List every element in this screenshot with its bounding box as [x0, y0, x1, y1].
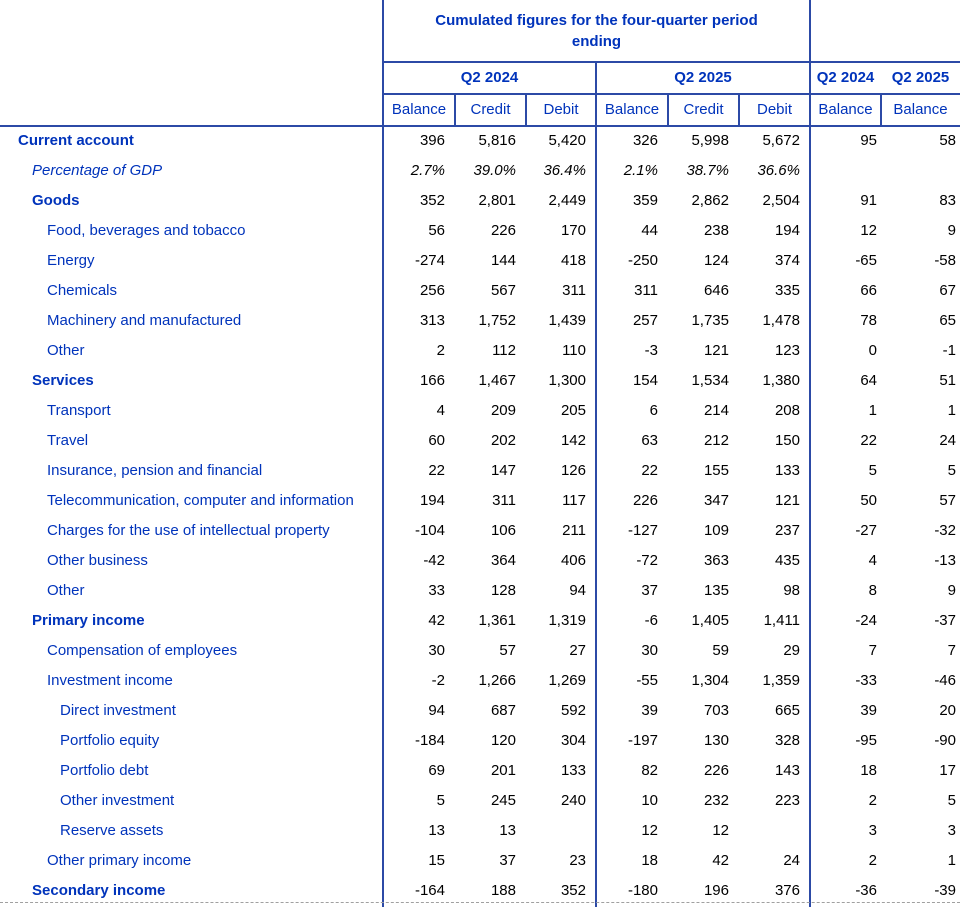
- cell: 646: [703, 282, 729, 299]
- column-group-q2-2025-quarter: Q2 2025: [891, 69, 950, 86]
- cell: 2,449: [548, 192, 586, 209]
- cell: 95: [860, 132, 877, 149]
- cell: -39: [934, 882, 956, 899]
- column-header-debit: Debit: [756, 101, 793, 118]
- cell: 5: [868, 462, 877, 479]
- row-label: Secondary income: [32, 882, 166, 899]
- cell: 376: [774, 882, 800, 899]
- cell: -42: [423, 552, 445, 569]
- cell: 1,439: [548, 312, 586, 329]
- cell: 27: [569, 642, 586, 659]
- cell: 8: [868, 582, 877, 599]
- cell: 592: [560, 702, 586, 719]
- table-row: [0, 816, 960, 846]
- row-label: Current account: [18, 132, 134, 149]
- cell: 1,269: [548, 672, 586, 689]
- subheader-divider: [880, 95, 882, 125]
- cell: -55: [636, 672, 658, 689]
- row-label: Energy: [47, 252, 95, 269]
- cell: 57: [499, 642, 516, 659]
- cell: 1,380: [762, 372, 800, 389]
- cell: 51: [939, 372, 956, 389]
- row-label: Insurance, pension and financial: [47, 462, 263, 479]
- cell: 135: [703, 582, 729, 599]
- cell: 12: [712, 822, 729, 839]
- horizontal-divider: [383, 61, 960, 63]
- cell: 1,300: [548, 372, 586, 389]
- cell: 13: [428, 822, 445, 839]
- row-label: Services: [32, 372, 94, 389]
- cell: 4: [436, 402, 445, 419]
- cell: 66: [860, 282, 877, 299]
- cell: 154: [632, 372, 658, 389]
- cell: 30: [428, 642, 445, 659]
- cell: 1,361: [478, 612, 516, 629]
- table-row: [0, 246, 960, 276]
- cell: 359: [632, 192, 658, 209]
- cell: 304: [560, 732, 586, 749]
- cell: 1,319: [548, 612, 586, 629]
- cell: -104: [414, 522, 445, 539]
- cell: -184: [414, 732, 445, 749]
- cell: 143: [774, 762, 800, 779]
- cell: 418: [560, 252, 586, 269]
- cell: 311: [634, 282, 658, 299]
- cell: 18: [860, 762, 877, 779]
- row-label: Travel: [47, 432, 89, 449]
- table-row: [0, 546, 960, 576]
- cell: -72: [636, 552, 658, 569]
- cell: 36.6%: [757, 162, 800, 179]
- column-header-balance: Balance: [893, 101, 948, 118]
- cell: 124: [703, 252, 729, 269]
- cell: -65: [855, 252, 877, 269]
- cell: 3: [868, 822, 877, 839]
- cell: 166: [419, 372, 445, 389]
- table-row: [0, 216, 960, 246]
- cell: -33: [855, 672, 877, 689]
- cell: 212: [703, 432, 729, 449]
- cell: 205: [560, 402, 586, 419]
- cell: 232: [703, 792, 729, 809]
- row-label: Reserve assets: [60, 822, 164, 839]
- cell: [526, 816, 596, 846]
- cell: 12: [641, 822, 658, 839]
- table-row: [0, 846, 960, 876]
- table-row: [0, 786, 960, 816]
- table-row: [0, 366, 960, 396]
- table-row: [0, 576, 960, 606]
- cell: 10: [641, 792, 658, 809]
- cell: -37: [934, 612, 956, 629]
- cell: 352: [419, 192, 445, 209]
- cell: 144: [490, 252, 516, 269]
- cell: 364: [490, 552, 516, 569]
- column-header-balance: Balance: [604, 101, 660, 118]
- column-header-debit: Debit: [543, 101, 579, 118]
- cell: 29: [783, 642, 800, 659]
- cell: -2: [431, 672, 445, 689]
- table-row: [0, 696, 960, 726]
- cell: -24: [855, 612, 877, 629]
- table-row: [0, 186, 960, 216]
- cell: 121: [703, 342, 729, 359]
- cell: 5: [947, 462, 956, 479]
- cell: 1,735: [691, 312, 729, 329]
- cell: 347: [703, 492, 729, 509]
- cell: 133: [774, 462, 800, 479]
- horizontal-divider: [383, 93, 960, 95]
- row-label: Goods: [32, 192, 80, 209]
- cell: -95: [855, 732, 877, 749]
- table-row: [0, 666, 960, 696]
- cell: 665: [774, 702, 800, 719]
- table-row: [0, 606, 960, 636]
- page-break-line: [0, 902, 960, 903]
- cell: 128: [490, 582, 516, 599]
- cell: 60: [428, 432, 445, 449]
- cell: 196: [703, 882, 729, 899]
- cell: 67: [939, 282, 956, 299]
- cell: 202: [490, 432, 516, 449]
- cell: 36.4%: [543, 162, 586, 179]
- cell: 257: [632, 312, 658, 329]
- cell: 374: [774, 252, 800, 269]
- cell: 2,801: [478, 192, 516, 209]
- cell: 22: [860, 432, 877, 449]
- cell: 39.0%: [473, 162, 516, 179]
- cell: 7: [868, 642, 877, 659]
- table-row: [0, 276, 960, 306]
- cell: 1,752: [478, 312, 516, 329]
- table-row: [0, 456, 960, 486]
- cell: 326: [632, 132, 658, 149]
- cell: 2: [868, 852, 877, 869]
- table-row: [0, 336, 960, 366]
- cell: 170: [560, 222, 586, 239]
- row-label: Percentage of GDP: [32, 162, 163, 179]
- cell: 42: [428, 612, 445, 629]
- cell: 50: [860, 492, 877, 509]
- cell: 1,467: [478, 372, 516, 389]
- subheader-divider: [525, 95, 527, 125]
- column-group-q2-2024-cumulated: Q2 2024: [460, 69, 519, 86]
- cell: 155: [703, 462, 729, 479]
- cell: 1,359: [762, 672, 800, 689]
- row-label: Food, beverages and tobacco: [47, 222, 246, 239]
- cell: 1,266: [478, 672, 516, 689]
- cell: 120: [490, 732, 516, 749]
- cell: 33: [428, 582, 445, 599]
- cell: 214: [703, 402, 729, 419]
- cell: 64: [860, 372, 877, 389]
- cell: 18: [641, 852, 658, 869]
- row-label: Chemicals: [47, 282, 118, 299]
- cell: 435: [774, 552, 800, 569]
- cell: 363: [703, 552, 729, 569]
- cell: 17: [939, 762, 956, 779]
- cell: 1: [868, 402, 877, 419]
- cell: 59: [712, 642, 729, 659]
- table-row: [0, 726, 960, 756]
- cell: -127: [627, 522, 658, 539]
- cell: 5: [947, 792, 956, 809]
- cell: 6: [649, 402, 658, 419]
- row-label: Machinery and manufactured: [47, 312, 242, 329]
- cell: -1: [942, 342, 956, 359]
- cell: 5,998: [691, 132, 729, 149]
- cell: 188: [490, 882, 516, 899]
- cell: 142: [560, 432, 586, 449]
- cell: 226: [490, 222, 516, 239]
- table-row: [0, 426, 960, 456]
- cell: 63: [641, 432, 658, 449]
- cell: 30: [641, 642, 658, 659]
- cell: 2: [868, 792, 877, 809]
- cell: 37: [641, 582, 658, 599]
- cell: 396: [419, 132, 445, 149]
- cell: [810, 156, 881, 186]
- row-label: Investment income: [47, 672, 173, 689]
- cell: -36: [855, 882, 877, 899]
- cell: 117: [562, 492, 586, 509]
- cell: 150: [774, 432, 800, 449]
- cell: 1,478: [762, 312, 800, 329]
- table-row: [0, 486, 960, 516]
- cell: 106: [490, 522, 516, 539]
- cell: -46: [934, 672, 956, 689]
- cell: 42: [712, 852, 729, 869]
- cell: 2,504: [762, 192, 800, 209]
- cell: 126: [560, 462, 586, 479]
- cell: 5,672: [762, 132, 800, 149]
- cell: 1,405: [691, 612, 729, 629]
- cell: 94: [569, 582, 586, 599]
- table-row: [0, 156, 960, 186]
- cell: 226: [703, 762, 729, 779]
- cell: 123: [774, 342, 800, 359]
- cell: 256: [419, 282, 445, 299]
- cell: 406: [560, 552, 586, 569]
- cell: 91: [860, 192, 877, 209]
- cell: 22: [428, 462, 445, 479]
- cell: 1,304: [691, 672, 729, 689]
- cell: 39: [860, 702, 877, 719]
- row-label: Direct investment: [60, 702, 176, 719]
- cell: 110: [562, 342, 586, 359]
- cell: -13: [934, 552, 956, 569]
- cell: 328: [774, 732, 800, 749]
- column-header-credit: Credit: [683, 101, 724, 118]
- cell: 2.7%: [410, 162, 445, 179]
- cell: 112: [492, 342, 516, 359]
- cell: 24: [939, 432, 956, 449]
- row-label: Other investment: [60, 792, 175, 809]
- table-row: [0, 756, 960, 786]
- cell: 687: [490, 702, 516, 719]
- table-row: [0, 126, 960, 156]
- subheader-divider: [667, 95, 669, 125]
- cell: 130: [703, 732, 729, 749]
- cell: 226: [632, 492, 658, 509]
- cell: 20: [939, 702, 956, 719]
- table-body: [0, 126, 960, 906]
- cell: -274: [414, 252, 445, 269]
- cell: 83: [939, 192, 956, 209]
- vertical-divider: [382, 0, 384, 907]
- cell: 147: [490, 462, 516, 479]
- table-row: [0, 306, 960, 336]
- cell: 237: [774, 522, 800, 539]
- cell: 22: [641, 462, 658, 479]
- row-label: Other business: [47, 552, 148, 569]
- table-row: [0, 396, 960, 426]
- cell: 311: [562, 282, 586, 299]
- cell: [739, 816, 810, 846]
- cell: 133: [560, 762, 586, 779]
- cell: 65: [939, 312, 956, 329]
- cell: 2,862: [691, 192, 729, 209]
- cell: 208: [774, 402, 800, 419]
- cell: 12: [860, 222, 877, 239]
- cell: 78: [860, 312, 877, 329]
- cell: 15: [428, 852, 445, 869]
- cell: 24: [783, 852, 800, 869]
- cell: 1: [947, 852, 956, 869]
- table-row: [0, 636, 960, 666]
- row-label: Portfolio debt: [60, 762, 149, 779]
- cell: 245: [490, 792, 516, 809]
- column-header-balance: Balance: [818, 101, 873, 118]
- vertical-divider: [595, 61, 597, 907]
- cell: 311: [492, 492, 516, 509]
- column-group-q2-2025-cumulated: Q2 2025: [674, 69, 732, 86]
- cell: 223: [774, 792, 800, 809]
- cell: -250: [627, 252, 658, 269]
- subheader-divider: [454, 95, 456, 125]
- cell: 5,420: [548, 132, 586, 149]
- cell: -6: [644, 612, 658, 629]
- cell: 7: [947, 642, 956, 659]
- cell: [881, 156, 960, 186]
- row-label: Transport: [47, 402, 111, 419]
- cell: 1,534: [691, 372, 729, 389]
- cell: -90: [934, 732, 956, 749]
- subheader-divider: [738, 95, 740, 125]
- cell: 567: [490, 282, 516, 299]
- cell: 57: [939, 492, 956, 509]
- horizontal-divider: [0, 125, 960, 127]
- row-label: Compensation of employees: [47, 642, 238, 659]
- cell: 13: [499, 822, 516, 839]
- cell: 209: [490, 402, 516, 419]
- table-row: [0, 516, 960, 546]
- cell: 703: [703, 702, 729, 719]
- row-label: Other: [47, 582, 85, 599]
- cell: 313: [419, 312, 445, 329]
- cell: 109: [703, 522, 729, 539]
- row-label: Portfolio equity: [60, 732, 160, 749]
- cell: 5: [436, 792, 445, 809]
- cell: -3: [644, 342, 658, 359]
- cell: 238: [703, 222, 729, 239]
- cell: 3: [947, 822, 956, 839]
- cell: 9: [947, 582, 956, 599]
- cell: -27: [855, 522, 877, 539]
- cell: 23: [569, 852, 586, 869]
- table-title-line2: ending: [571, 32, 622, 50]
- table-title: [385, 0, 808, 61]
- cell: 44: [641, 222, 658, 239]
- column-group-q2-2024-quarter: Q2 2024: [816, 69, 875, 86]
- cell: 201: [490, 762, 516, 779]
- cell: 194: [419, 492, 445, 509]
- cell: 38.7%: [686, 162, 729, 179]
- row-label: Charges for the use of intellectual property: [47, 522, 330, 539]
- cell: 98: [783, 582, 800, 599]
- row-label: Telecommunication, computer and information: [47, 492, 354, 509]
- row-label: Primary income: [32, 612, 145, 629]
- cell: 94: [428, 702, 445, 719]
- cell: 0: [868, 342, 877, 359]
- cell: 58: [939, 132, 956, 149]
- cell: 37: [499, 852, 516, 869]
- cell: 335: [774, 282, 800, 299]
- cell: -197: [627, 732, 658, 749]
- cell: 82: [641, 762, 658, 779]
- cell: 1,411: [763, 612, 800, 629]
- cell: 211: [562, 522, 586, 539]
- cell: 4: [868, 552, 877, 569]
- cell: -180: [627, 882, 658, 899]
- cell: 1: [947, 402, 956, 419]
- cell: 194: [774, 222, 800, 239]
- cell: 69: [428, 762, 445, 779]
- cell: 121: [774, 492, 800, 509]
- column-header-balance: Balance: [391, 101, 447, 118]
- cell: -32: [934, 522, 956, 539]
- cell: 352: [560, 882, 586, 899]
- cell: 56: [428, 222, 445, 239]
- column-header-credit: Credit: [470, 101, 511, 118]
- cell: 9: [947, 222, 956, 239]
- cell: 39: [641, 702, 658, 719]
- cell: -58: [934, 252, 956, 269]
- row-label: Other: [47, 342, 85, 359]
- cell: 5,816: [478, 132, 516, 149]
- table-title-line1: Cumulated figures for the four-quarter period: [435, 11, 758, 29]
- cell: 2.1%: [623, 162, 658, 179]
- cell: -164: [414, 882, 445, 899]
- vertical-divider: [809, 0, 811, 907]
- cell: 240: [560, 792, 586, 809]
- row-label: Other primary income: [47, 852, 192, 869]
- cell: 2: [436, 342, 445, 359]
